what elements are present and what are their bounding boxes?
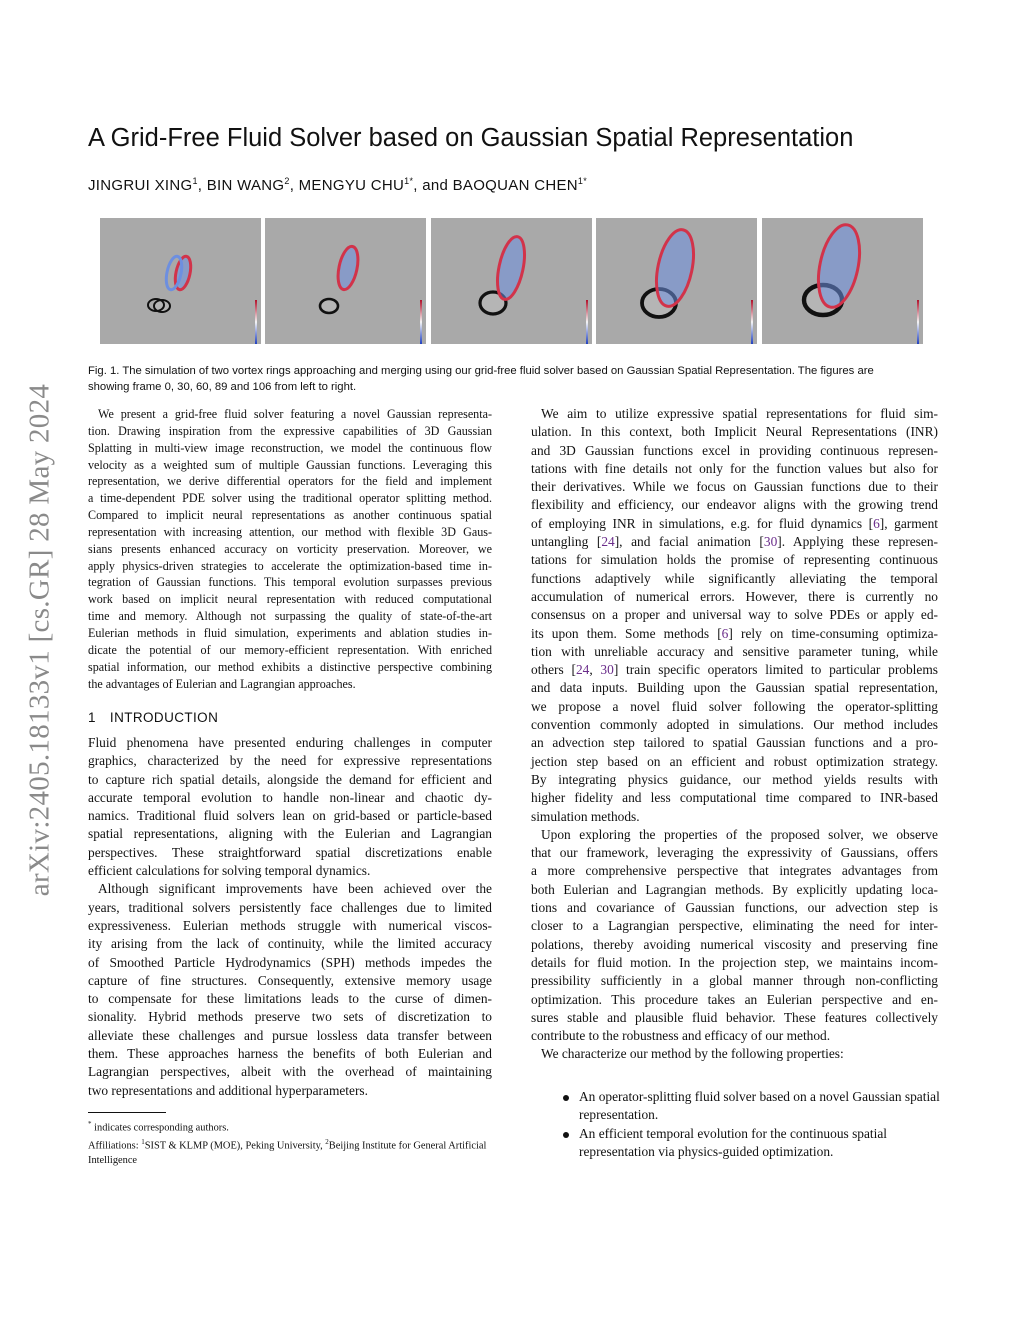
affil-sup: 2: [325, 1138, 329, 1147]
footnote-mark: *: [88, 1120, 92, 1128]
paragraph: [531, 405, 938, 826]
list-item-text: An efficient temporal evolution for the continuous spatial representation via physics-guided optimization.: [579, 1125, 888, 1159]
citation-link[interactable]: 6: [873, 515, 880, 531]
text-line: ulation. In this context, both Implicit Neural Representations (INR): [531, 424, 938, 440]
text-line: tion. Drawing inspiration from the expressive capabilities of 3D Gaussian: [88, 423, 492, 438]
text-line: representation with increasing attention, our method with flexible 3D Gaus-: [88, 524, 492, 539]
author-name: BIN WANG: [206, 177, 285, 194]
text-line: polations, thereby avoiding numerical viscosity and preserving fine: [531, 936, 938, 952]
author-name: JINGRUI XING: [88, 177, 193, 194]
text-line: accurate temporal evolution to handle non-linear and chaotic dy-: [88, 789, 492, 805]
citation-link[interactable]: 6: [721, 625, 729, 641]
text-line: alleviate these challenges and pursue lossless data transfer between: [88, 1027, 492, 1043]
paragraph: [531, 826, 938, 1046]
text-line: its upon them. Some methods [6] rely on time-consuming optimiza-: [531, 625, 938, 641]
paragraph: [88, 734, 492, 880]
text-line: sionality. Hybrid methods preserve two sets of discretization to: [88, 1009, 492, 1025]
bullet-icon: [563, 1095, 569, 1101]
text-line: tations with fine details not only for the function values but also for: [531, 460, 938, 476]
citation-link[interactable]: 30: [600, 662, 614, 678]
text-line: and 3D Gaussian functions excel in providing continuous represen-: [531, 442, 938, 458]
contributions-list: [560, 1088, 940, 1161]
text-line: closer to a Lagrangian perspective, eliminating the need for inter-: [531, 918, 938, 934]
paper-title: A Grid-Free Fluid Solver based on Gaussian Spatial Representation: [88, 124, 854, 152]
paragraph: [88, 880, 492, 1100]
author-affiliation-sup: 2: [284, 176, 290, 186]
simulation-frame-106: [762, 218, 923, 344]
text-line: pressibility sufficiently in a global manner through non-conflicting: [531, 973, 938, 989]
text-line: sians presents enhanced accuracy on vorticity preservation. Moreover, we: [88, 541, 492, 556]
text-line: functions adaptively while significantly alleviating the temporal: [531, 570, 938, 586]
text-line: accumulation of numerical errors. However, there is currently no: [531, 588, 938, 604]
text-line: ity arising from the lack of continuity, while the limited accuracy: [88, 936, 492, 952]
author-separator: ,: [289, 177, 299, 194]
bullet-icon: [563, 1132, 569, 1138]
author-name: MENGYU CHU: [298, 177, 405, 194]
text-line: Splatting in multi-view image reconstruction, we model the continuous flow: [88, 440, 492, 455]
introduction-right-column: [531, 405, 938, 1064]
text-line: Upon exploring the properties of the proposed solver, we observe: [541, 826, 938, 842]
text-line: We characterize our method by the following properties:: [541, 1046, 844, 1062]
simulation-frame-89: [596, 218, 757, 344]
affil-sup: 1: [141, 1138, 145, 1147]
section-title: INTRODUCTION: [109, 710, 219, 725]
text-line: capture of fine structures. Consequently, extensive memory usage: [88, 972, 492, 988]
affil-text: Beijing Institute for General Artificial Intelligence: [88, 1140, 487, 1166]
footnotes: [88, 1117, 498, 1168]
caption-line: showing frame 0, 30, 60, 89 and 106 from left to right.: [88, 381, 357, 393]
footnote-text: indicates corresponding authors.: [94, 1122, 229, 1134]
text-line: spatial information, our method exhibits a distinctive perspective combining: [88, 659, 492, 674]
list-item: [560, 1088, 940, 1125]
text-line: others [24, 30] train specific operators limited to particular problems: [531, 662, 938, 678]
text-line: them. These approaches harness the benefits of both Eulerian and: [88, 1046, 492, 1062]
text-line: spatial representations, aligning with the Eulerian and Lagrangian: [88, 826, 492, 842]
text-line: flexibility and efficiency, our endeavor aligns with the growing trend: [531, 497, 938, 513]
text-line: We present a grid-free fluid solver featuring a novel Gaussian representa-: [98, 407, 492, 421]
text-line: graphics, characterized by the need for expressive representations: [88, 753, 492, 769]
text-line: sures stable and plausible fluid behavior. These features collectively: [531, 1009, 938, 1025]
text-line: convention commonly adopted in simulations. Our method includes: [531, 717, 938, 733]
text-line: of Smoothed Particle Hydrodynamics (SPH) methods impedes the: [88, 954, 492, 970]
text-line: tions and covariance of Gaussian functions, our advection step is: [531, 900, 938, 916]
simulation-frame-30: [265, 218, 426, 344]
text-line: velocity as a weighted sum of multiple Gaussian functions. Leveraging this: [88, 457, 492, 472]
text-line: Eulerian methods in fluid simulation, experiments and ablation studies in-: [88, 625, 492, 640]
footnote-divider: [88, 1112, 166, 1113]
list-item: [560, 1125, 940, 1162]
text-line: namics. Traditional fluid solvers lean on grid-based or particle-based: [88, 808, 492, 824]
author-name: BAOQUAN CHEN: [452, 177, 578, 194]
author-list: [88, 176, 587, 194]
text-line: simulation methods.: [531, 808, 640, 824]
text-line: to compensate for these limitations leads to the curse of dimen-: [88, 991, 492, 1007]
introduction-left-column: [88, 734, 492, 1100]
text-line: optimization. This procedure takes an Eulerian perspective and en-: [531, 991, 938, 1007]
text-line: tations for simulation holds the promise of representing continuous: [531, 552, 938, 568]
section-number: 1: [88, 710, 96, 725]
text-line: Fluid phenomena have presented enduring challenges in computer: [88, 735, 492, 750]
author-separator: ,: [197, 177, 207, 194]
section-heading-introduction: [88, 710, 232, 725]
paragraph: [88, 406, 492, 692]
text-line: untangling [24], and facial animation [30]. Applying these represen-: [531, 534, 938, 550]
affil-label: Affiliations:: [88, 1140, 142, 1152]
text-line: apply physics-driven strategies to accelerate the optimization-based time in-: [88, 558, 492, 573]
abstract: [88, 406, 492, 692]
text-line: the advantages of Eulerian and Lagrangian approaches.: [88, 676, 356, 691]
text-line: consensus on a proper and universal way to solve PDEs or apply ed-: [531, 607, 938, 623]
text-line: representation, we derive differential operators for the field and implement: [88, 474, 492, 489]
list-item-text: An operator-splitting fluid solver based on a novel Gaussian spatial representation.: [579, 1089, 940, 1123]
text-line: We aim to utilize expressive spatial representations for fluid sim-: [541, 406, 938, 421]
text-line: By integrating physics guidance, our method yields results with: [531, 771, 938, 787]
text-line: contribute to the robustness and efficacy of our method.: [531, 1028, 831, 1044]
citation-link[interactable]: 24: [601, 534, 615, 550]
figure-caption: [88, 363, 938, 395]
text-line: Lagrangian perspectives, albeit with the overhead of maintaining: [88, 1064, 492, 1080]
simulation-frame-0: [100, 218, 261, 344]
text-line: Although significant improvements have been achieved over the: [98, 881, 492, 897]
arxiv-stamp: arXiv:2405.18133v1 [cs.GR] 28 May 2024: [23, 383, 56, 897]
citation-link[interactable]: 24: [575, 662, 590, 678]
author-separator: , and: [413, 177, 453, 194]
footnote-corresponding: [88, 1117, 498, 1135]
footnote-affiliations: [88, 1135, 498, 1167]
text-line: years, traditional solvers persistently face challenges due to limited: [88, 899, 492, 915]
text-line: we propose a novel fluid solver following the operator-splitting: [531, 698, 938, 714]
affil-text: SIST & KLMP (MOE), Peking University,: [144, 1140, 326, 1152]
text-line: dicate the potential of our memory-efficient representation. With enriched: [88, 642, 492, 657]
author-affiliation-sup: 1: [192, 176, 198, 186]
text-line: expressiveness. Eulerian methods struggle with numerical viscos-: [88, 917, 492, 933]
text-line: tegration of Gaussian functions. This temporal evolution surpasses previous: [88, 575, 492, 590]
author-affiliation-sup: 1*: [577, 176, 588, 186]
text-line: work based on implicit neural representation with reduced computational: [88, 592, 492, 607]
text-line: and data inputs. Building upon the Gaussian spatial representation,: [531, 680, 938, 696]
text-line: their derivatives. While we focus on Gaussian functions due to their: [531, 479, 938, 495]
text-line: of employing INR in simulations, e.g. for fluid dynamics [6], garment: [531, 515, 939, 531]
text-line: a time-dependent PDE solver using the traditional operator splitting method.: [88, 491, 492, 506]
text-line: Compared to implicit neural representations as another continuous spatial: [88, 508, 492, 523]
text-line: time and memory. Although not surpassing the quality of state-of-the-art: [88, 609, 492, 624]
text-line: tion with unreliable accuracy and sensitive parameter tuning, while: [531, 643, 938, 659]
text-line: details for fluid motion. In the projection step, we maintains incom-: [531, 954, 938, 970]
text-line: jection step based on an efficient and robust optimization strategy.: [531, 753, 938, 769]
text-line: perspectives. These straightforward spatial discretizations enable: [88, 844, 492, 860]
text-line: efficient calculations for solving temporal dynamics.: [88, 863, 371, 879]
paragraph: [531, 1045, 938, 1063]
text-line: a more comprehensive perspective that integrates advantages from: [531, 863, 938, 879]
text-line: an advection step tailored to spatial Gaussian functions and a pro-: [531, 735, 938, 751]
simulation-frame-60: [431, 218, 592, 344]
text-line: that our framework, leveraging the expressivity of Gaussians, offers: [531, 845, 938, 861]
caption-line: Fig. 1. The simulation of two vortex rings approaching and merging using our grid-free fluid solver based on Gaussian Spatial Representation. The figures are: [88, 365, 874, 377]
figure-1: [100, 218, 924, 344]
text-line: higher fidelity and less computational time compared to INR-based: [531, 790, 938, 806]
text-line: both Eulerian and Lagrangian methods. By explicitly updating loca-: [531, 881, 938, 897]
text-line: two representations and additional hyperparameters.: [88, 1082, 368, 1098]
citation-link[interactable]: 30: [763, 534, 778, 550]
author-affiliation-sup: 1*: [404, 176, 414, 186]
text-line: to capture rich spatial details, alongside the demand for efficient and: [88, 771, 492, 787]
